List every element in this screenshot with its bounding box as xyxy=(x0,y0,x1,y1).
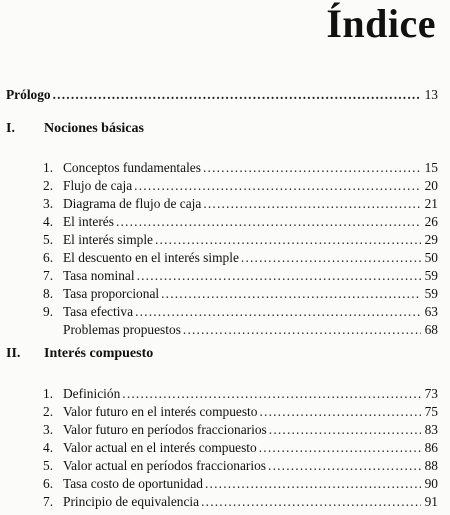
toc-entry xyxy=(43,493,438,511)
toc-entry xyxy=(43,303,438,321)
toc-entry xyxy=(43,159,438,177)
toc-entry-label: Tasa proporcional xyxy=(63,286,160,301)
section-number: I. xyxy=(6,121,15,136)
toc-entry-number: 5. xyxy=(43,458,54,473)
toc-entry-page: 21 xyxy=(424,196,438,211)
toc-entry-number: 1. xyxy=(43,386,54,401)
dot-leader xyxy=(203,195,421,213)
section-title: Interés compuesto xyxy=(44,346,154,361)
section-number: II. xyxy=(6,346,21,361)
dot-leader xyxy=(155,231,421,249)
toc-entry-page: 13 xyxy=(424,87,438,102)
toc-entry-number: 2. xyxy=(43,404,54,419)
toc-entry-page: 91 xyxy=(424,494,438,509)
toc-entry-page: 59 xyxy=(424,268,438,283)
toc-entry-number: 1. xyxy=(43,160,54,175)
toc-entry-label: El interés xyxy=(63,214,114,229)
toc-entry-page: 86 xyxy=(424,440,438,455)
toc-entry xyxy=(43,195,438,213)
toc-entry-page: 29 xyxy=(424,232,438,247)
toc-entry-number: 7. xyxy=(43,268,54,283)
toc-entry-number: 5. xyxy=(43,232,54,247)
toc-entry-label: Definición xyxy=(63,386,121,401)
toc-entry-number: 8. xyxy=(43,286,54,301)
toc-entry xyxy=(43,439,438,457)
toc-entry xyxy=(43,285,438,303)
dot-leader xyxy=(259,403,421,421)
toc-entry-page: 83 xyxy=(424,422,438,437)
toc-entry-number: 6. xyxy=(43,250,54,265)
toc-entry-label: Valor actual en el interés compuesto xyxy=(63,440,257,455)
toc-entry xyxy=(43,475,438,493)
toc-entry xyxy=(43,231,438,249)
dot-leader xyxy=(53,86,421,104)
dot-leader xyxy=(116,213,421,231)
dot-leader xyxy=(134,177,421,195)
dot-leader xyxy=(203,159,421,177)
toc-entry xyxy=(43,421,438,439)
toc-entry-page: 90 xyxy=(424,476,438,491)
dot-leader xyxy=(269,421,421,439)
toc-entry-page: 73 xyxy=(424,386,438,401)
toc-entry-label: Tasa costo de oportunidad xyxy=(63,476,203,491)
toc-entry-label: Valor actual en períodos fraccionarios xyxy=(63,458,267,473)
toc-entry-page: 88 xyxy=(424,458,438,473)
toc-entry xyxy=(43,267,438,285)
toc-entry-label: Tasa nominal xyxy=(63,268,135,283)
section-heading xyxy=(0,346,450,364)
toc-entry-page: 75 xyxy=(424,404,438,419)
toc-entry-number: 3. xyxy=(43,422,54,437)
toc-entry-label: Prólogo xyxy=(6,87,51,102)
toc-entry-label: Problemas propuestos xyxy=(63,322,181,337)
toc-entry xyxy=(43,321,438,339)
toc-entry xyxy=(43,177,438,195)
dot-leader xyxy=(268,457,421,475)
toc-entry-label: Conceptos fundamentales xyxy=(63,160,201,175)
page-title: Índice xyxy=(326,1,436,46)
section-title: Nociones básicas xyxy=(44,121,144,136)
toc-entry-page: 59 xyxy=(424,286,438,301)
toc-entry-label: Diagrama de flujo de caja xyxy=(63,196,202,211)
toc-entry-label: Principio de equivalencia xyxy=(63,494,200,509)
toc-entry-label: El descuento en el interés simple xyxy=(63,250,239,265)
toc-entry-prologue xyxy=(6,86,438,104)
toc-entry-page: 15 xyxy=(424,160,438,175)
dot-leader xyxy=(122,385,421,403)
toc-entry-number: 6. xyxy=(43,476,54,491)
toc-entry-label: El interés simple xyxy=(63,232,153,247)
toc-entry-page: 20 xyxy=(424,178,438,193)
dot-leader xyxy=(137,267,421,285)
toc-entry-number: 7. xyxy=(43,494,54,509)
toc-entry xyxy=(43,213,438,231)
toc-entry-number: 4. xyxy=(43,214,54,229)
dot-leader xyxy=(201,493,421,511)
toc-entry xyxy=(43,385,438,403)
toc-entry-label: Flujo de caja xyxy=(63,178,133,193)
toc-entry-label: Valor futuro en períodos fraccionarios xyxy=(63,422,267,437)
toc-entry xyxy=(43,403,438,421)
dot-leader xyxy=(161,285,421,303)
dot-leader xyxy=(135,303,421,321)
dot-leader xyxy=(241,249,421,267)
dot-leader xyxy=(183,321,421,339)
toc-entry-page: 26 xyxy=(424,214,438,229)
toc-entry-label: Tasa efectiva xyxy=(63,304,134,319)
toc-entry xyxy=(43,249,438,267)
toc-entry-number: 2. xyxy=(43,178,54,193)
toc-entry-page: 50 xyxy=(424,250,438,265)
toc-entry-number: 3. xyxy=(43,196,54,211)
dot-leader xyxy=(259,439,421,457)
dot-leader xyxy=(205,475,421,493)
toc-entry-label: Valor futuro en el interés compuesto xyxy=(63,404,258,419)
toc-entry-number: 4. xyxy=(43,440,54,455)
toc-entry xyxy=(43,457,438,475)
toc-entry-number: 9. xyxy=(43,304,54,319)
toc-entry-page: 63 xyxy=(424,304,438,319)
toc-entry-page: 68 xyxy=(424,322,438,337)
section-heading xyxy=(0,121,450,139)
